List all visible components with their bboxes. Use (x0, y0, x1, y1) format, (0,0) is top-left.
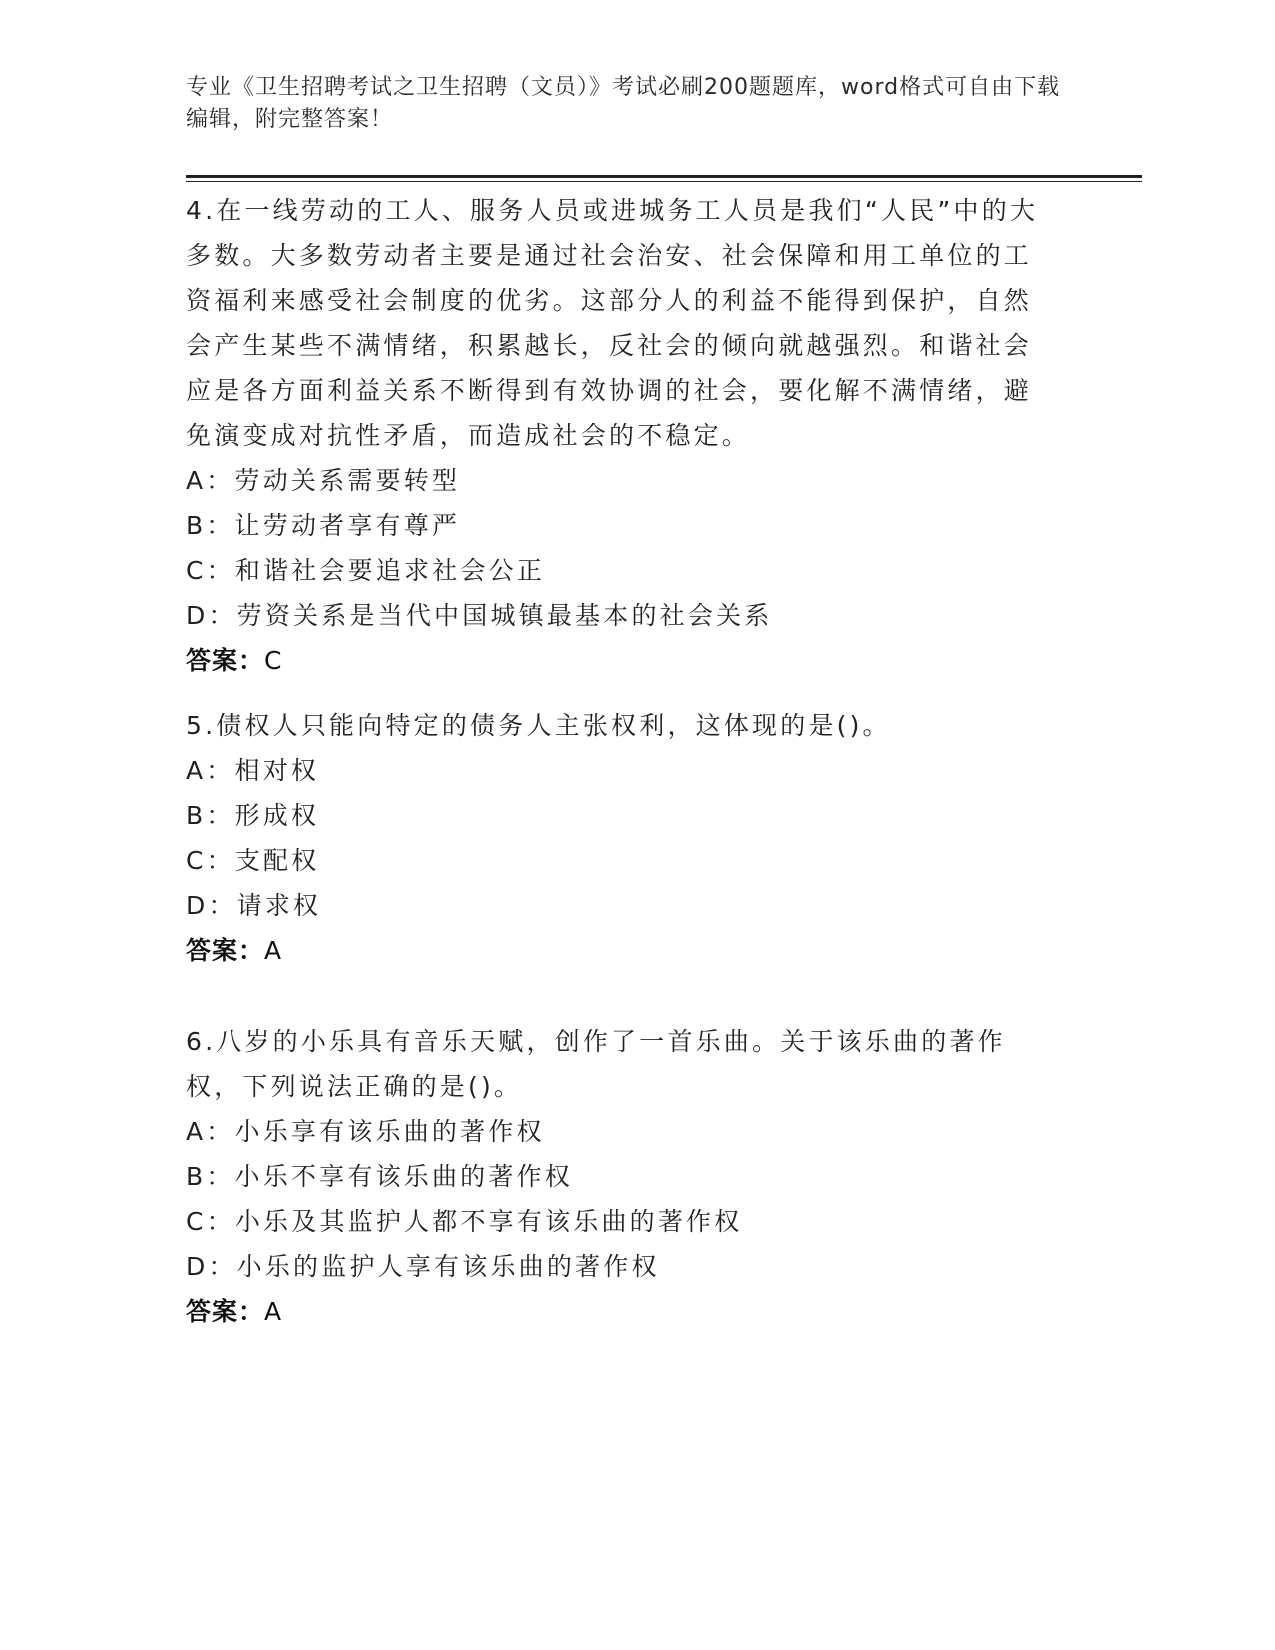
question-stem: 6.八岁的小乐具有音乐天赋，创作了一首乐曲。关于该乐曲的著作权，下列说法正确的是()。 (186, 1027, 1006, 1101)
answer-value: A (264, 936, 283, 965)
answer-line (186, 1289, 1046, 1334)
option-d: D：小乐的监护人享有该乐曲的著作权 (186, 1252, 660, 1281)
option-c: C：小乐及其监护人都不享有该乐曲的著作权 (186, 1207, 743, 1236)
question-6 (186, 1019, 1046, 1334)
answer-label: 答案： (186, 646, 265, 675)
option-c: C：和谐社会要追求社会公正 (186, 556, 546, 585)
option-d: D：请求权 (186, 891, 322, 920)
header-intro: 专业《卫生招聘考试之卫生招聘（文员）》考试必刷200题题库，word格式可自由下载编辑，附完整答案！ (186, 75, 1061, 132)
question-4 (186, 188, 1046, 683)
answer-line (186, 638, 1046, 683)
question-5 (186, 703, 1046, 973)
option-b: B：让劳动者享有尊严 (186, 511, 461, 540)
question-stem: 5.债权人只能向特定的债务人主张权利，这体现的是()。 (186, 711, 891, 740)
document-header (186, 72, 1066, 136)
question-stem: 4.在一线劳动的工人、服务人员或进城务工人员是我们“人民”中的大多数。大多数劳动者主要是通过社会治安、社会保障和用工单位的工资福利来感受社会制度的优劣。这部分人的利益不能得到保护，自然会产生某些不满情绪，积累越长，反社会的倾向就越强烈。和谐社会应是各方面利益关系不断得到有效协调的社会，要化解不满情绪，避免演变成对抗性矛盾，而造成社会的不稳定。 (186, 196, 1039, 450)
option-b: B：小乐不享有该乐曲的著作权 (186, 1162, 573, 1191)
answer-label: 答案： (186, 1297, 265, 1326)
option-a: A：劳动关系需要转型 (186, 466, 461, 495)
answer-value: C (264, 646, 283, 675)
header-divider-thick (186, 175, 1142, 178)
answer-value: A (264, 1297, 283, 1326)
header-divider-thin (186, 181, 1142, 182)
option-b: B：形成权 (186, 801, 320, 830)
answer-line (186, 928, 1046, 973)
option-a: A：小乐享有该乐曲的著作权 (186, 1117, 545, 1146)
answer-label: 答案： (186, 936, 265, 965)
option-c: C：支配权 (186, 846, 320, 875)
option-a: A：相对权 (186, 756, 320, 785)
option-d: D：劳资关系是当代中国城镇最基本的社会关系 (186, 601, 773, 630)
